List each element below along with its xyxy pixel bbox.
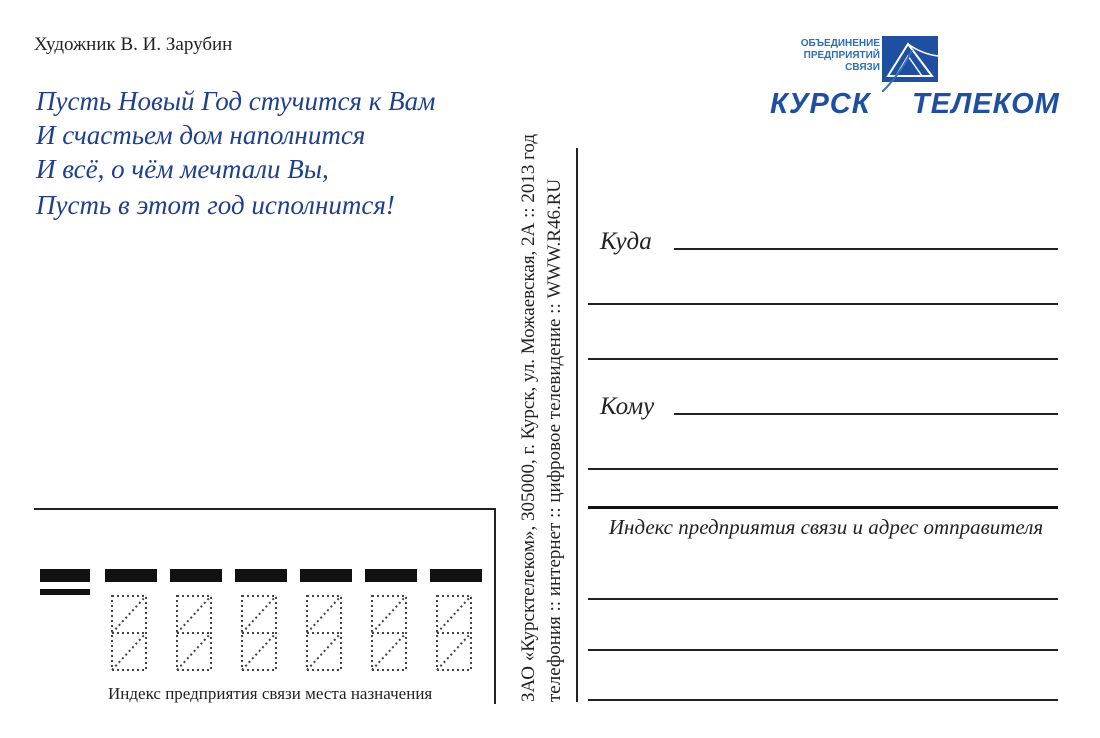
logo-word-telecom: ТЕЛЕКОМ [912, 88, 1060, 120]
kursk-telecom-logo [770, 36, 1060, 126]
to-whom-label: Кому [600, 393, 655, 420]
index-bar-3 [235, 569, 287, 582]
index-bar-5 [365, 569, 417, 582]
index-bar-lead-top [40, 569, 90, 582]
to-where-line-1 [674, 248, 1058, 250]
artist-credit: Художник В. И. Зарубин [34, 34, 233, 55]
sender-label: Индекс предприятия связи и адрес отправителя [608, 515, 1044, 539]
address-divider [576, 148, 578, 702]
logo-emblem-icon [882, 36, 942, 92]
poem-line-3: И всё, о чём мечтали Вы, [36, 154, 329, 184]
index-bar-lead-bottom [40, 589, 90, 595]
index-digit-box-4 [305, 594, 343, 672]
poem-line-1: Пусть Новый Год стучится к Вам [36, 86, 436, 116]
sender-line-1 [588, 598, 1058, 600]
poem-line-4: Пусть в этот год исполнится! [36, 190, 395, 220]
sender-divider [588, 506, 1058, 509]
to-whom-line-1 [674, 413, 1058, 415]
logo-subtitle-line-1: ОБЪЕДИНЕНИЕ [800, 38, 880, 49]
index-zone-right-border [494, 508, 496, 704]
logo-subtitle-line-2: ПРЕДПРИЯТИЙ [803, 50, 880, 61]
sender-line-2 [588, 649, 1058, 651]
index-bar-4 [300, 569, 352, 582]
logo-subtitle [800, 38, 880, 74]
destination-index-label: Индекс предприятия связи места назначения [108, 684, 433, 703]
index-zone-top-border [34, 508, 496, 510]
to-where-label: Куда [600, 228, 652, 255]
to-where-line-2 [588, 303, 1058, 305]
sender-line-3 [588, 699, 1058, 701]
poem-line-2: И счастьем дом наполнится [36, 120, 366, 150]
index-bar-6 [430, 569, 482, 582]
publisher-line-2: телефония :: интернет :: цифровое телевидение :: WWW.R46.RU [544, 178, 565, 702]
index-digit-box-6 [435, 594, 473, 672]
index-digit-box-5 [370, 594, 408, 672]
to-where-line-3 [588, 358, 1058, 360]
index-bar-2 [170, 569, 222, 582]
publisher-line-1: ЗАО «Курсктелеком», 305000, г. Курск, ул. Можаевская, 2А :: 2013 год [518, 133, 539, 702]
index-digit-box-2 [175, 594, 213, 672]
to-whom-line-2 [588, 468, 1058, 470]
logo-word-kursk: КУРСК [770, 88, 871, 120]
index-bar-1 [105, 569, 157, 582]
index-digit-box-1 [110, 594, 148, 672]
index-digit-box-3 [240, 594, 278, 672]
logo-subtitle-line-3: СВЯЗИ [845, 62, 880, 73]
